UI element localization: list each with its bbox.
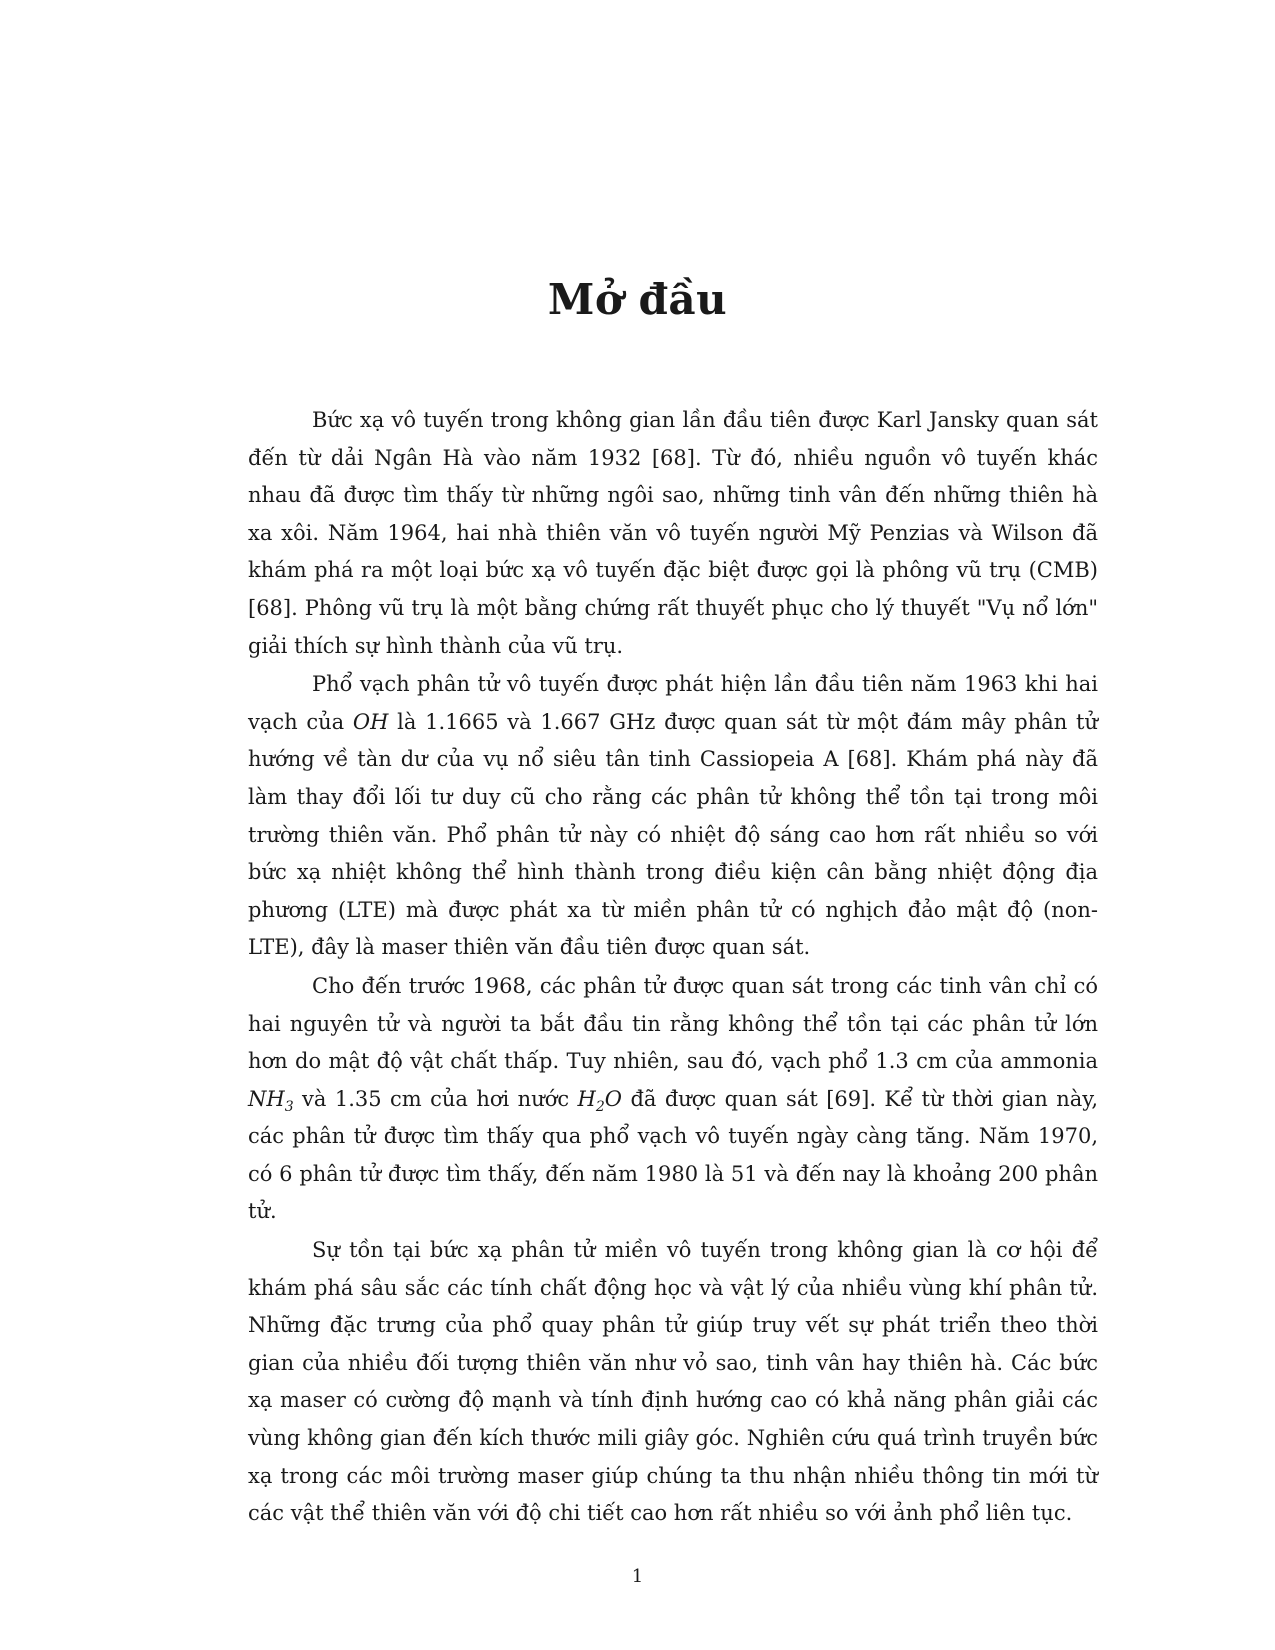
paragraph-4: Sự tồn tại bức xạ phân tử miền vô tuyến trong không gian là cơ hội để khám phá sâu sắc các tính chất động học và vật lý của nhiều vùng khí phân tử. Những đặc trưng của phổ quay phân tử giúp truy vết sự phát triển theo thời gian của nhiều đối tượng thiên văn như vỏ sao, tinh vân hay thiên hà. Các bức xạ maser có cường độ mạnh và tính định hướng cao có khả năng phân giải các vùng không gian đến kích thước mili giây góc. Nghiên cứu quá trình truyền bức xạ trong các môi trường maser giúp chúng ta thu nhận nhiều thông tin mới từ các vật thể thiên văn với độ chi tiết cao hơn rất nhiều so với ảnh phổ liên tục. [248,1238,1098,1526]
page-number: 1 [631,1566,644,1587]
formula-h2o-subscript: 2 [595,1098,605,1115]
paragraph-2-text-a: Phổ vạch phân tử vô tuyến được phát hiện lần đầu tiên năm 1963 khi hai vạch của [248,672,1098,734]
formula-nh3 [248,1086,294,1115]
paragraph-2-text-b: là 1.1665 và 1.667 GHz được quan sát từ một đám mây phân tử hướng về tàn dư của vụ nổ siêu tân tinh Cassiopeia A [68]. Khám phá này đã làm thay đổi lối tư duy cũ cho rằng các phân tử không thể tồn tại trong môi trường thiên văn. Phổ phân tử này có nhiệt độ sáng cao hơn rất nhiều so với bức xạ nhiệt không thể hình thành trong điều kiện cân bằng nhiệt động địa phương (LTE) mà được phát xa từ miền phân tử có nghịch đảo mật độ (non-LTE), đây là maser thiên văn đầu tiên được quan sát. [248,709,1098,960]
formula-h2o-o: O [604,1086,623,1111]
paragraph-3 [248,968,1098,1231]
formula-oh: OH [352,709,389,734]
paragraph-3-text-c: đã được quan sát [69]. Kể từ thời gian này, các phân tử được tìm thấy qua phổ vạch vô tuyến ngày càng tăng. Năm 1970, có 6 phân tử được tìm thấy, đến năm 1980 là 51 và đến nay là khoảng 200 phân tử. [248,1086,1099,1224]
paragraph-1: Bức xạ vô tuyến trong không gian lần đầu tiên được Karl Jansky quan sát đến từ dải Ngân Hà vào năm 1932 [68]. Từ đó, nhiều nguồn vô tuyến khác nhau đã được tìm thấy từ những ngôi sao, những tinh vân đến những thiên hà xa xôi. Năm 1964, hai nhà thiên văn vô tuyến người Mỹ Penzias và Wilson đã khám phá ra một loại bức xạ vô tuyến đặc biệt được gọi là phông vũ trụ (CMB) [68]. Phông vũ trụ là một bằng chứng rất thuyết phục cho lý thuyết "Vụ nổ lớn" giải thích sự hình thành của vũ trụ. [248,408,1098,658]
paragraph-3-text-a: Cho đến trước 1968, các phân tử được quan sát trong các tinh vân chỉ có hai nguyên tử và người ta bắt đầu tin rằng không thể tồn tại các phân tử lớn hơn do mật độ vật chất thấp. Tuy nhiên, sau đó, vạch phổ 1.3 cm của ammonia [248,973,1098,1074]
formula-h2o-h: H [577,1086,596,1111]
chapter-title: Mở đầu [547,275,728,324]
formula-nh3-base: NH [248,1086,285,1111]
paragraph-3-text-b: và 1.35 cm của hơi nước [293,1086,578,1111]
formula-h2o [577,1086,623,1115]
paragraph-2 [248,666,1098,967]
formula-nh3-subscript: 3 [284,1098,294,1115]
body-text [248,402,1098,1534]
